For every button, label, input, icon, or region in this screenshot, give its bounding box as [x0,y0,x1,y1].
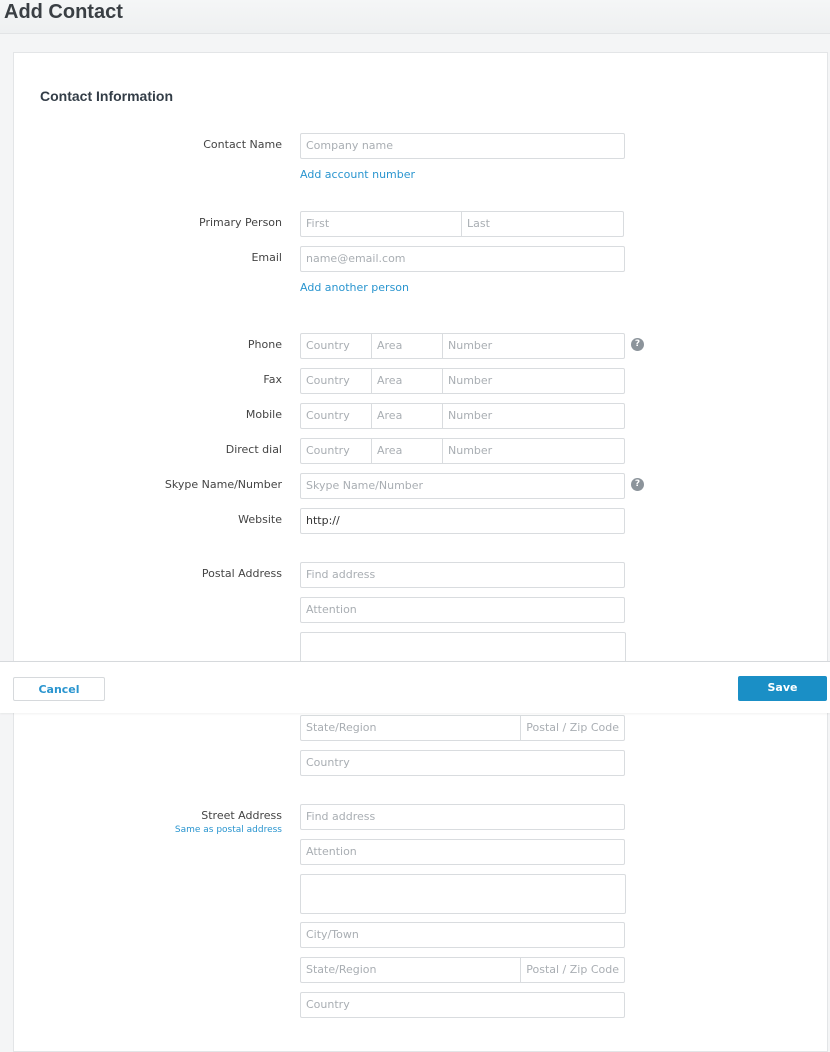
email-input[interactable] [300,246,625,272]
cancel-button[interactable]: Cancel [13,677,105,701]
primary-person-input[interactable] [300,211,624,237]
contact-name-input[interactable] [300,133,625,159]
number-input[interactable]: Number [448,339,493,352]
last-name-input[interactable]: Last [467,217,490,230]
website-label: Website [238,513,282,526]
placeholder: Attention [306,845,357,858]
street-find-address-input[interactable] [300,804,625,830]
number-input[interactable]: Number [448,374,493,387]
page-title: Add Contact [4,1,123,23]
street-address-label: Street Address [201,809,282,822]
fax-input[interactable] [300,368,625,394]
street-state-zip-input[interactable] [300,957,625,983]
same-as-postal-link[interactable]: Same as postal address [174,825,282,835]
zip-code-input[interactable]: Postal / Zip Code [526,963,619,976]
phone-label: Phone [247,338,282,351]
postal-state-zip-input[interactable] [300,715,625,741]
placeholder: Find address [306,810,376,823]
street-address-textarea[interactable] [300,874,626,914]
help-icon[interactable]: ? [631,478,644,491]
action-bar [0,661,830,713]
direct-dial-label: Direct dial [225,443,282,456]
area-code-input[interactable]: Area [372,334,443,358]
mobile-label: Mobile [245,408,282,421]
phone-input[interactable] [300,333,625,359]
direct-dial-input[interactable] [300,438,625,464]
add-account-number-link[interactable]: Add account number [300,168,416,181]
state-region-input[interactable]: State/Region [301,958,521,982]
postal-find-address-input[interactable] [300,562,625,588]
placeholder: City/Town [306,928,359,941]
country-code-input[interactable]: Country [301,439,372,463]
skype-label: Skype Name/Number [164,478,282,491]
value: http:// [306,514,340,527]
country-code-input[interactable]: Country [301,404,372,428]
fax-label: Fax [263,373,282,386]
area-code-input[interactable]: Area [372,404,443,428]
zip-code-input[interactable]: Postal / Zip Code [526,721,619,734]
placeholder: name@email.com [306,252,406,265]
contact-name-label: Contact Name [203,138,282,151]
skype-input[interactable] [300,473,625,499]
country-code-input[interactable]: Country [301,334,372,358]
page-header [0,0,830,34]
section-title: Contact Information [40,88,173,104]
street-city-input[interactable] [300,922,625,948]
website-input[interactable] [300,508,625,534]
primary-person-label: Primary Person [199,216,282,229]
placeholder: Country [306,998,350,1011]
placeholder: Skype Name/Number [306,479,424,492]
country-code-input[interactable]: Country [301,369,372,393]
postal-address-label: Postal Address [201,567,282,580]
mobile-input[interactable] [300,403,625,429]
placeholder: Company name [306,139,394,152]
area-code-input[interactable]: Area [372,439,443,463]
number-input[interactable]: Number [448,444,493,457]
placeholder: Attention [306,603,357,616]
state-region-input[interactable]: State/Region [301,716,521,740]
email-label: Email [251,251,282,264]
save-button[interactable]: Save [738,676,827,701]
help-icon[interactable]: ? [631,338,644,351]
area-code-input[interactable]: Area [372,369,443,393]
street-attention-input[interactable] [300,839,625,865]
add-another-person-link[interactable]: Add another person [300,281,410,294]
street-country-input[interactable] [300,992,625,1018]
number-input[interactable]: Number [448,409,493,422]
first-name-input[interactable]: First [301,212,462,236]
placeholder: Country [306,756,350,769]
placeholder: Find address [306,568,376,581]
postal-country-input[interactable] [300,750,625,776]
postal-attention-input[interactable] [300,597,625,623]
